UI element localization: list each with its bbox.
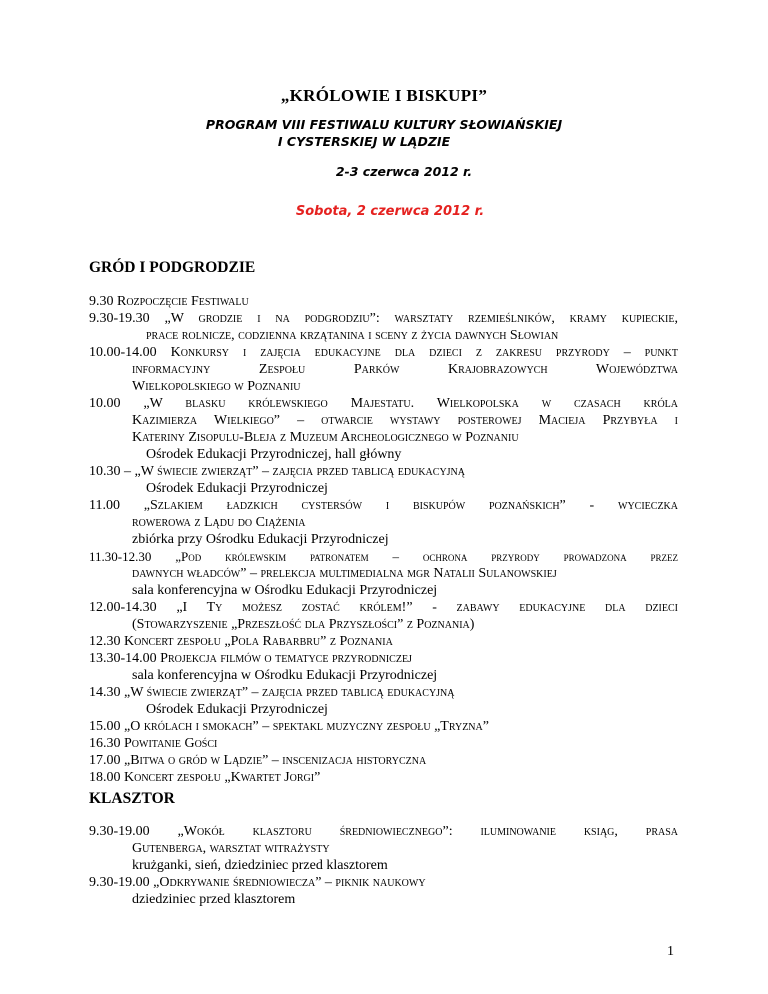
festival-dates: 2-3 czerwca 2012 r.	[335, 164, 473, 179]
program-line: 12.30 Koncert zespołu „Pola Rabarbru” z Poznania	[89, 634, 393, 649]
program-line: Kazimierza Wielkiego” – otwarcie wystawy posterowej Macieja Przybyła i	[132, 413, 678, 428]
section-heading-klasztor: KLASZTOR	[89, 790, 175, 807]
program-line: dawnych władców” – prelekcja multimedialna mgr Natalii Sulanowskiej	[132, 566, 557, 581]
section-heading-grod: GRÓD I PODGRODZIE	[89, 259, 256, 276]
program-line: rowerowa z Lądu do Ciążenia	[132, 515, 306, 530]
program-line: Wielkopolskiego w Poznaniu	[132, 379, 301, 394]
program-line: 10.00 „W blasku królewskiego Majestatu. Wielkopolska w czasach króla	[89, 396, 678, 411]
program-venue: sala konferencyjna w Ośrodku Edukacji Przyrodniczej	[132, 668, 438, 683]
program-line: Kateriny Zisopulu-Bleja z Muzeum Archeologicznego w Poznaniu	[132, 430, 519, 445]
page-number: 1	[667, 944, 674, 959]
program-line: 17.00 „Bitwa o gród w Lądzie” – inscenizacja historyczna	[89, 753, 427, 768]
program-venue: Ośrodek Edukacji Przyrodniczej, hall główny	[146, 447, 402, 462]
program-line: 9.30-19.00 „Wokół klasztoru średniowiecznego”: iluminowanie ksiąg, prasa	[89, 824, 678, 839]
program-venue: Ośrodek Edukacji Przyrodniczej	[146, 702, 328, 717]
program-line: 15.00 „O królach i smokach” – spektakl muzyczny zespołu „Tryzna”	[89, 719, 489, 734]
program-line: prace rolnicze, codzienna krzątanina i sceny z życia dawnych Słowian	[146, 328, 559, 343]
program-line: 9.30 Rozpoczęcie Festiwalu	[89, 294, 249, 309]
program-line: 10.30 – „W świecie zwierząt” – zajęcia przed tablicą edukacyjną	[89, 464, 466, 479]
program-venue: sala konferencyjna w Ośrodku Edukacji Przyrodniczej	[132, 583, 438, 598]
program-subtitle-line-1: PROGRAM VIII FESTIWALU KULTURY SŁOWIAŃSKIEJ	[205, 117, 563, 132]
program-line: 11.30-12.30 „Pod królewskim patronatem – ochrona przyrody prowadzona przez	[89, 549, 678, 564]
day-heading-saturday: Sobota, 2 czerwca 2012 r.	[295, 204, 485, 219]
program-line: 18.00 Koncert zespołu „Kwartet Jorgi”	[89, 770, 321, 785]
program-line: informacyjny Zespołu Parków Krajobrazowych Województwa	[132, 362, 678, 377]
program-venue: zbiórka przy Ośrodku Edukacji Przyrodniczej	[132, 532, 389, 547]
program-venue: dziedziniec przed klasztorem	[132, 892, 296, 907]
program-subtitle-line-2: I CYSTERSKIEJ W LĄDZIE	[277, 134, 451, 149]
program-line: 9.30-19.30 „W grodzie i na podgrodziu”: warsztaty rzemieślników, kramy kupieckie,	[89, 311, 678, 326]
program-venue: Ośrodek Edukacji Przyrodniczej	[146, 481, 328, 496]
program-line: 16.30 Powitanie Gości	[89, 736, 218, 751]
program-line: 12.00-14.30 „I Ty możesz zostać królem!” - zabawy edukacyjne dla dzieci	[89, 600, 678, 615]
program-line: 14.30 „W świecie zwierząt” – zajęcia przed tablicą edukacyjną	[89, 685, 455, 700]
program-venue: krużganki, sień, dziedziniec przed klasztorem	[132, 858, 388, 873]
program-line: 10.00-14.00 Konkursy i zajęcia edukacyjne dla dzieci z zakresu przyrody – punkt	[89, 345, 678, 360]
program-line: 9.30-19.00 „Odkrywanie średniowiecza” – piknik naukowy	[89, 875, 426, 890]
program-line: 11.00 „Szlakiem ładzkich cystersów i biskupów poznańskich” - wycieczka	[89, 498, 678, 513]
program-line: Gutenberga, warsztat witrażysty	[132, 841, 330, 856]
program-line: (Stowarzyszenie „Przeszłość dla Przyszłości” z Poznania)	[132, 617, 475, 632]
document-title: „KRÓLOWIE I BISKUPI”	[280, 86, 488, 105]
program-line: 13.30-14.00 Projekcja filmów o tematyce przyrodniczej	[89, 651, 412, 666]
